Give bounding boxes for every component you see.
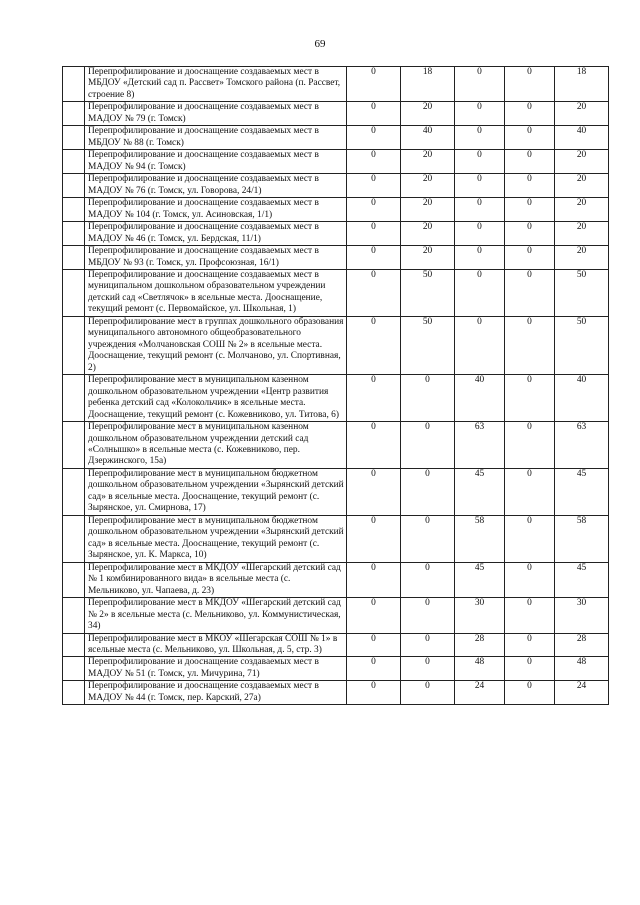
table-row [63, 681, 609, 705]
table-row [63, 316, 609, 374]
value-cell-5: 40 [555, 375, 609, 422]
row-index-cell [63, 174, 85, 198]
value-cell-3: 58 [455, 515, 505, 562]
value-cell-2: 18 [401, 67, 455, 102]
value-cell-4: 0 [505, 198, 555, 222]
value-cell-4: 0 [505, 150, 555, 174]
value-cell-2: 0 [401, 633, 455, 657]
value-cell-3: 0 [455, 174, 505, 198]
row-index-cell [63, 150, 85, 174]
value-cell-5: 20 [555, 174, 609, 198]
value-cell-5: 48 [555, 657, 609, 681]
measure-description: Перепрофилирование и дооснащение создаваемых мест в МАДОУ № 104 (г. Томск, ул. Асиновская, 1/1) [85, 198, 347, 222]
measure-description: Перепрофилирование мест в МКДОУ «Шегарский детский сад № 2» в ясельные места (с. Мельниково, ул. Коммунистическая, 34) [85, 598, 347, 633]
table-row [63, 102, 609, 126]
value-cell-2: 0 [401, 422, 455, 469]
value-cell-5: 24 [555, 681, 609, 705]
row-index-cell [63, 657, 85, 681]
value-cell-1: 0 [347, 598, 401, 633]
value-cell-1: 0 [347, 269, 401, 316]
measure-description: Перепрофилирование мест в муниципальном бюджетном дошкольном образовательном учреждении «Зырянский детский сад» в ясельные места. Дооснащение, текущий ремонт (с. Зырянское, ул. К. Маркса, 10) [85, 515, 347, 562]
table-row [63, 375, 609, 422]
table-row [63, 468, 609, 515]
value-cell-3: 0 [455, 222, 505, 246]
value-cell-1: 0 [347, 422, 401, 469]
value-cell-4: 0 [505, 174, 555, 198]
table-row [63, 633, 609, 657]
row-index-cell [63, 633, 85, 657]
value-cell-3: 0 [455, 67, 505, 102]
value-cell-5: 18 [555, 67, 609, 102]
value-cell-5: 20 [555, 150, 609, 174]
value-cell-4: 0 [505, 126, 555, 150]
measure-description: Перепрофилирование и дооснащение создаваемых мест в МБДОУ № 93 (г. Томск, ул. Профсоюзная, 16/1) [85, 246, 347, 270]
value-cell-3: 45 [455, 562, 505, 597]
value-cell-1: 0 [347, 681, 401, 705]
value-cell-4: 0 [505, 316, 555, 374]
value-cell-1: 0 [347, 657, 401, 681]
value-cell-3: 0 [455, 126, 505, 150]
measure-description: Перепрофилирование и дооснащение создаваемых мест в МАДОУ № 46 (г. Томск, ул. Бердская, 11/1) [85, 222, 347, 246]
measure-description: Перепрофилирование и дооснащение создаваемых мест в МАДОУ № 51 (г. Томск, ул. Мичурина, 71) [85, 657, 347, 681]
value-cell-3: 30 [455, 598, 505, 633]
value-cell-1: 0 [347, 316, 401, 374]
value-cell-1: 0 [347, 126, 401, 150]
value-cell-2: 50 [401, 269, 455, 316]
value-cell-2: 20 [401, 102, 455, 126]
value-cell-1: 0 [347, 67, 401, 102]
value-cell-4: 0 [505, 102, 555, 126]
value-cell-1: 0 [347, 468, 401, 515]
value-cell-5: 30 [555, 598, 609, 633]
row-index-cell [63, 598, 85, 633]
table-row [63, 422, 609, 469]
measure-description: Перепрофилирование и дооснащение создаваемых мест в МАДОУ № 94 (г. Томск) [85, 150, 347, 174]
table-row [63, 598, 609, 633]
value-cell-5: 28 [555, 633, 609, 657]
value-cell-2: 40 [401, 126, 455, 150]
value-cell-4: 0 [505, 515, 555, 562]
measure-description: Перепрофилирование и дооснащение создаваемых мест в МАДОУ № 79 (г. Томск) [85, 102, 347, 126]
value-cell-2: 0 [401, 681, 455, 705]
row-index-cell [63, 468, 85, 515]
value-cell-1: 0 [347, 375, 401, 422]
table-row [63, 269, 609, 316]
value-cell-3: 40 [455, 375, 505, 422]
table-row [63, 562, 609, 597]
value-cell-1: 0 [347, 562, 401, 597]
value-cell-4: 0 [505, 468, 555, 515]
table-row [63, 198, 609, 222]
value-cell-1: 0 [347, 633, 401, 657]
measures-table [62, 66, 609, 705]
row-index-cell [63, 681, 85, 705]
measure-description: Перепрофилирование мест в группах дошкольного образования муниципального автономного общеобразовательного учреждения «Молчановская СОШ № 2» в ясельные места. Дооснащение, текущий ремонт (с. Молчаново, ул. Спортивная, 2) [85, 316, 347, 374]
page-number: 69 [314, 38, 326, 50]
value-cell-4: 0 [505, 375, 555, 422]
measure-description: Перепрофилирование и дооснащение создаваемых мест в муниципальном дошкольном образовательном учреждении детский сад «Светлячок» в ясельные места. Дооснащение, текущий ремонт (с. Первомайское, ул. Школьная, 1) [85, 269, 347, 316]
table-row [63, 174, 609, 198]
value-cell-4: 0 [505, 422, 555, 469]
value-cell-2: 0 [401, 515, 455, 562]
value-cell-3: 48 [455, 657, 505, 681]
row-index-cell [63, 316, 85, 374]
value-cell-2: 0 [401, 562, 455, 597]
value-cell-4: 0 [505, 67, 555, 102]
measure-description: Перепрофилирование и дооснащение создаваемых мест в МАДОУ № 44 (г. Томск, пер. Карский, 27а) [85, 681, 347, 705]
value-cell-1: 0 [347, 102, 401, 126]
value-cell-3: 63 [455, 422, 505, 469]
value-cell-1: 0 [347, 198, 401, 222]
row-index-cell [63, 515, 85, 562]
value-cell-3: 0 [455, 102, 505, 126]
table-row [63, 222, 609, 246]
measure-description: Перепрофилирование мест в муниципальном бюджетном дошкольном образовательном учреждении «Зырянский детский сад» в ясельные места. Дооснащение, текущий ремонт (с. Зырянское, ул. Смирнова, 17) [85, 468, 347, 515]
value-cell-3: 0 [455, 198, 505, 222]
table-row [63, 126, 609, 150]
value-cell-2: 20 [401, 198, 455, 222]
row-index-cell [63, 198, 85, 222]
measure-description: Перепрофилирование мест в муниципальном казенном дошкольном образовательном учреждении «Центр развития ребенка детский сад «Колокольчик» в ясельные места. Дооснащение, текущий ремонт (с. Кожевниково, ул. Титова, 6) [85, 375, 347, 422]
value-cell-5: 20 [555, 198, 609, 222]
value-cell-2: 20 [401, 150, 455, 174]
value-cell-2: 20 [401, 174, 455, 198]
value-cell-1: 0 [347, 515, 401, 562]
value-cell-5: 20 [555, 102, 609, 126]
measure-description: Перепрофилирование и дооснащение создаваемых мест в МБДОУ «Детский сад п. Рассвет» Томского района (п. Рассвет, строение 8) [85, 67, 347, 102]
value-cell-2: 20 [401, 246, 455, 270]
table-body [63, 67, 609, 705]
row-index-cell [63, 102, 85, 126]
row-index-cell [63, 222, 85, 246]
value-cell-3: 0 [455, 150, 505, 174]
measure-description: Перепрофилирование мест в муниципальном казенном дошкольном образовательном учреждении детский сад «Солнышко» в ясельные места (с. Кожевниково, пер. Дзержинского, 15а) [85, 422, 347, 469]
value-cell-3: 24 [455, 681, 505, 705]
value-cell-5: 50 [555, 316, 609, 374]
value-cell-2: 20 [401, 222, 455, 246]
value-cell-5: 20 [555, 246, 609, 270]
table-row [63, 515, 609, 562]
value-cell-5: 45 [555, 468, 609, 515]
measure-description: Перепрофилирование и дооснащение создаваемых мест в МАДОУ № 76 (г. Томск, ул. Говорова, 24/1) [85, 174, 347, 198]
row-index-cell [63, 67, 85, 102]
value-cell-4: 0 [505, 681, 555, 705]
row-index-cell [63, 562, 85, 597]
value-cell-5: 40 [555, 126, 609, 150]
value-cell-4: 0 [505, 246, 555, 270]
value-cell-1: 0 [347, 222, 401, 246]
row-index-cell [63, 246, 85, 270]
value-cell-2: 0 [401, 598, 455, 633]
value-cell-5: 50 [555, 269, 609, 316]
row-index-cell [63, 269, 85, 316]
value-cell-4: 0 [505, 657, 555, 681]
value-cell-2: 0 [401, 468, 455, 515]
value-cell-3: 0 [455, 246, 505, 270]
value-cell-5: 20 [555, 222, 609, 246]
value-cell-4: 0 [505, 269, 555, 316]
value-cell-4: 0 [505, 598, 555, 633]
value-cell-4: 0 [505, 222, 555, 246]
measure-description: Перепрофилирование мест в МКДОУ «Шегарский детский сад № 1 комбинированного вида» в ясельные места (с. Мельниково, ул. Чапаева, д. 23) [85, 562, 347, 597]
value-cell-1: 0 [347, 150, 401, 174]
measure-description: Перепрофилирование мест в МКОУ «Шегарская СОШ № 1» в ясельные места (с. Мельниково, ул. Школьная, д. 5, стр. 3) [85, 633, 347, 657]
table-row [63, 67, 609, 102]
row-index-cell [63, 375, 85, 422]
value-cell-4: 0 [505, 633, 555, 657]
value-cell-3: 28 [455, 633, 505, 657]
value-cell-2: 0 [401, 375, 455, 422]
table-row [63, 150, 609, 174]
row-index-cell [63, 422, 85, 469]
value-cell-2: 50 [401, 316, 455, 374]
row-index-cell [63, 126, 85, 150]
measure-description: Перепрофилирование и дооснащение создаваемых мест в МБДОУ № 88 (г. Томск) [85, 126, 347, 150]
value-cell-1: 0 [347, 174, 401, 198]
table-row [63, 246, 609, 270]
value-cell-3: 45 [455, 468, 505, 515]
value-cell-2: 0 [401, 657, 455, 681]
value-cell-5: 58 [555, 515, 609, 562]
value-cell-3: 0 [455, 269, 505, 316]
value-cell-3: 0 [455, 316, 505, 374]
value-cell-5: 45 [555, 562, 609, 597]
value-cell-1: 0 [347, 246, 401, 270]
value-cell-4: 0 [505, 562, 555, 597]
value-cell-5: 63 [555, 422, 609, 469]
table-row [63, 657, 609, 681]
